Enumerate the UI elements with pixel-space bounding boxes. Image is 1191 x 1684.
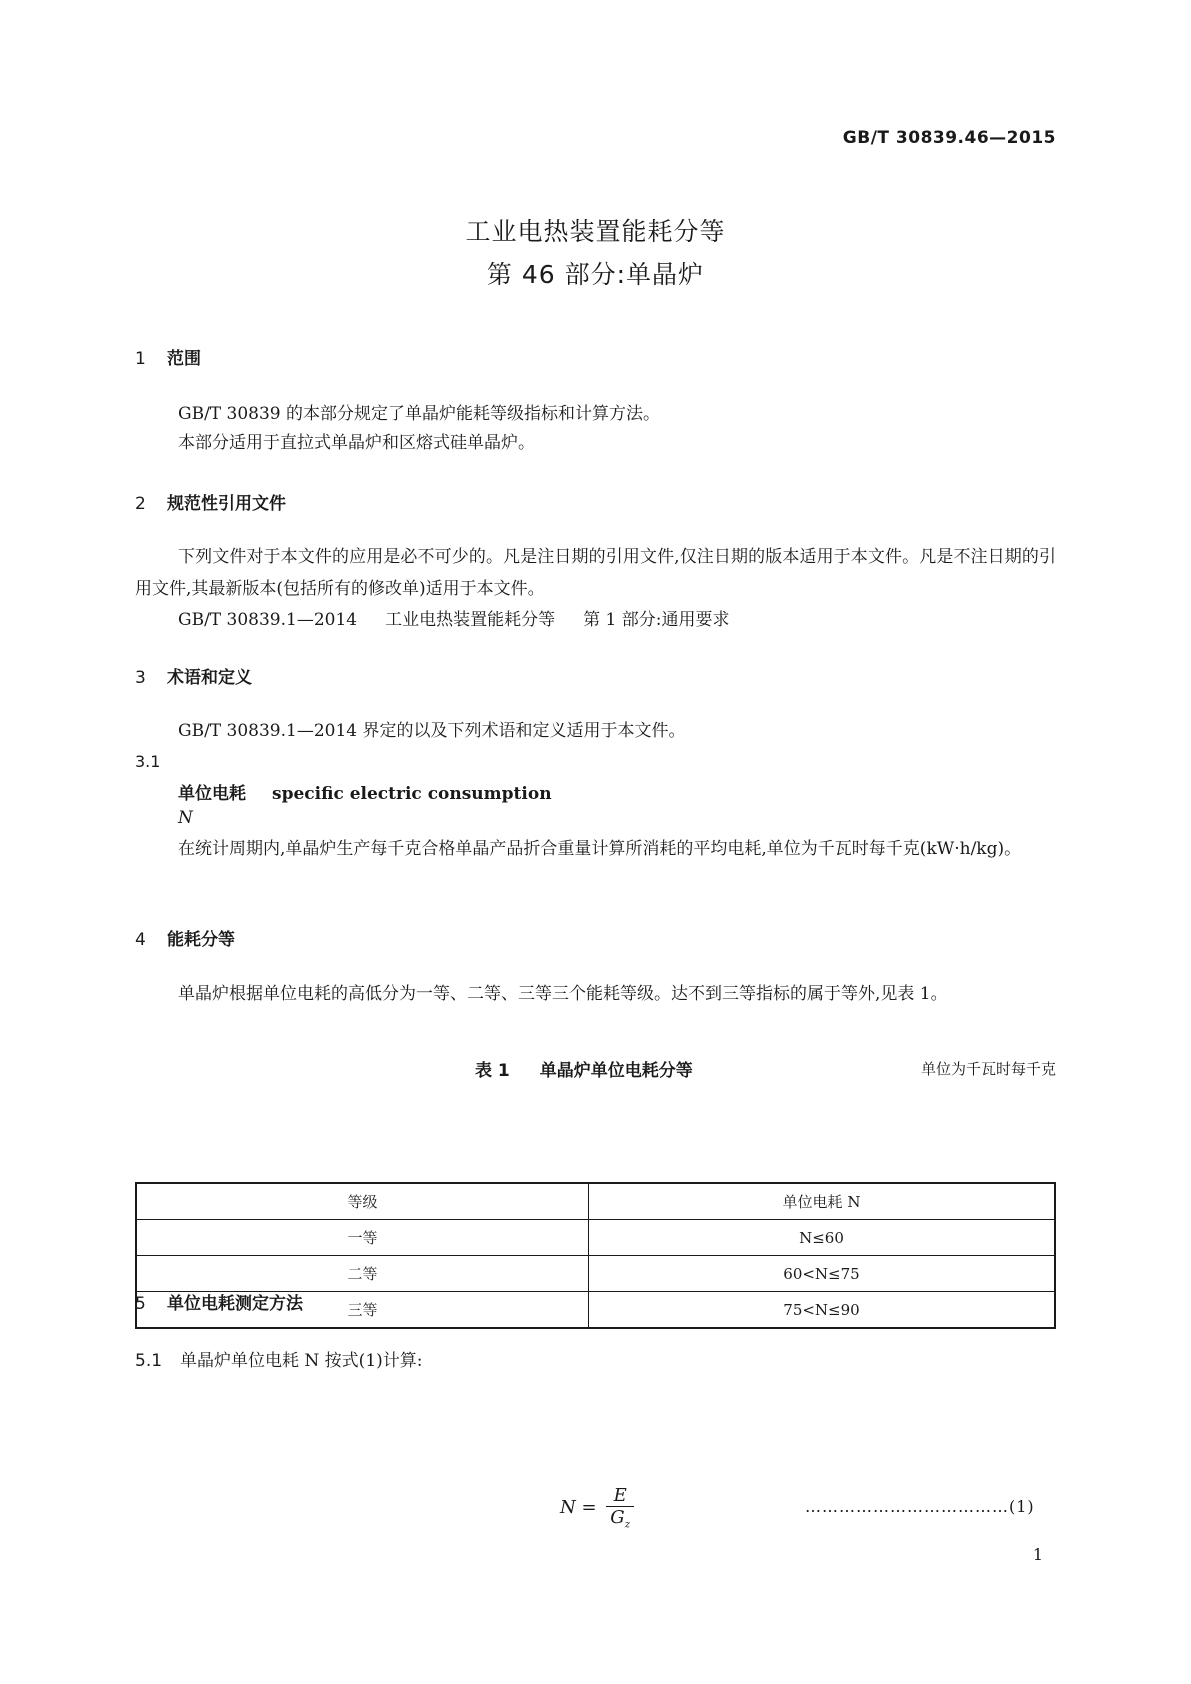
reference-part: 第 1 部分:通用要求 — [583, 610, 730, 630]
document-title: 工业电热装置能耗分等 — [465, 217, 726, 246]
term-english: specific electric consumption — [272, 784, 552, 804]
paragraph: 下列文件对于本文件的应用是必不可少的。凡是注日期的引用文件,仅注日期的版本适用于本文件。凡是不注日期的引用文件,其最新版本(包括所有的修改单)适用于本文件。 — [135, 547, 1056, 599]
formula-1 — [560, 1485, 634, 1531]
table-unit: 单位为千瓦时每千克 — [920, 1060, 1056, 1078]
equation-label: (1) — [1009, 1497, 1035, 1516]
table-caption-title: 单晶炉单位电耗分等 — [539, 1061, 693, 1081]
table-cell: 75<N≤90 — [589, 1292, 1056, 1329]
section-title: 术语和定义 — [167, 668, 252, 688]
section-number: 1 — [135, 349, 146, 369]
table-caption-number: 表 1 — [475, 1061, 510, 1081]
standard-number: GB/T 30839.46—2015 — [842, 128, 1056, 148]
page-number: 1 — [1032, 1545, 1043, 1564]
paragraph: 单晶炉根据单位电耗的高低分为一等、二等、三等三个能耗等级。达不到三等指标的属于等外,见表 1。 — [178, 984, 948, 1004]
paragraph: GB/T 30839 的本部分规定了单晶炉能耗等级指标和计算方法。 — [178, 404, 661, 424]
section-heading-measurement — [135, 1289, 303, 1314]
section-title: 规范性引用文件 — [167, 494, 286, 514]
table-cell: 一等 — [136, 1220, 589, 1256]
formula-numerator: E — [606, 1485, 634, 1507]
term-chinese: 单位电耗 — [178, 784, 246, 804]
formula-denominator: $G_z$ — [610, 1507, 630, 1531]
section-heading-terms — [135, 663, 252, 688]
formula-subscript: z — [624, 1519, 630, 1531]
section-number: 2 — [135, 494, 146, 514]
paragraph: 本部分适用于直拉式单晶炉和区熔式硅单晶炉。 — [178, 433, 535, 453]
section-number: 4 — [135, 930, 146, 950]
table-caption — [475, 1056, 693, 1081]
term-definition: 在统计周期内,单晶炉生产每千克合格单晶产品折合重量计算所消耗的平均电耗,单位为千瓦时每千克(kW·h/kg)。 — [178, 839, 1022, 859]
equation-leader: ……………………………… — [805, 1497, 1009, 1516]
section-title: 能耗分等 — [167, 930, 235, 950]
table-header: 等级 — [136, 1183, 589, 1220]
section-title: 单位电耗测定方法 — [167, 1294, 303, 1314]
reference-entry — [178, 605, 729, 630]
paragraph: GB/T 30839.1—2014 界定的以及下列术语和定义适用于本文件。 — [178, 721, 686, 741]
term-entry — [178, 779, 552, 804]
table-row — [136, 1256, 1055, 1292]
section-number: 5 — [135, 1294, 146, 1314]
reference-code: GB/T 30839.1—2014 — [178, 610, 358, 630]
subclause-number: 5.1 — [135, 1351, 163, 1371]
formula-lhs: N = — [560, 1496, 597, 1518]
section-heading-scope — [135, 344, 201, 369]
table-cell: 二等 — [136, 1256, 589, 1292]
subclause — [135, 1346, 423, 1371]
section-heading-grading — [135, 925, 235, 950]
section-title: 范围 — [167, 349, 201, 369]
table-cell: 三等 — [136, 1292, 589, 1329]
table-row — [136, 1220, 1055, 1256]
formula-fraction — [606, 1485, 634, 1531]
document-subtitle: 第 46 部分:单晶炉 — [486, 260, 705, 289]
equation-number — [805, 1497, 1035, 1516]
subclause-text: 单晶炉单位电耗 N 按式(1)计算: — [180, 1351, 423, 1371]
table-cell: N≤60 — [589, 1220, 1056, 1256]
reference-title: 工业电热装置能耗分等 — [385, 610, 556, 630]
section-number: 3 — [135, 668, 146, 688]
section-heading-normative-references — [135, 489, 286, 514]
table-header-row — [136, 1183, 1055, 1220]
term-symbol: N — [178, 808, 193, 828]
term-number: 3.1 — [135, 752, 161, 771]
table-header: 单位电耗 N — [589, 1183, 1056, 1220]
table-cell: 60<N≤75 — [589, 1256, 1056, 1292]
